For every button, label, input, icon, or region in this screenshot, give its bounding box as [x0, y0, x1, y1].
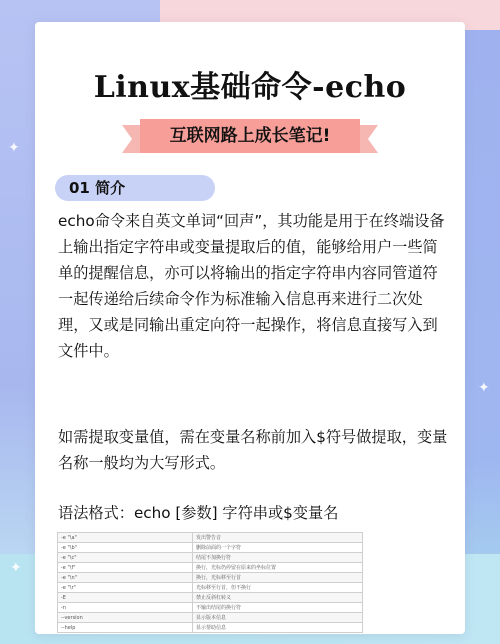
table-row [58, 613, 363, 623]
option-flag: -n [58, 603, 193, 613]
option-flag: -e "\b" [58, 543, 193, 553]
option-description: 禁止反斜杠转义 [193, 593, 363, 603]
note-card [35, 22, 465, 634]
sparkle-icon: ✦ [478, 380, 490, 396]
option-flag: -e "\c" [58, 553, 193, 563]
subtitle-ribbon: 互联网路上成长笔记! [140, 119, 360, 153]
option-flag: --help [58, 623, 193, 633]
option-description: 显示版本信息 [193, 613, 363, 623]
syntax-line: 语法格式：echo [参数] 字符串或$变量名 [58, 504, 339, 522]
variable-paragraph: 如需提取变量值，需在变量名称前加入$符号做提取，变量名称一般均为大写形式。 [58, 428, 448, 472]
option-flag: -e "\a" [58, 533, 193, 543]
table-row [58, 583, 363, 593]
option-description: 换行，光标移至行首 [193, 573, 363, 583]
option-flag: -E [58, 593, 193, 603]
sparkle-icon: ✦ [8, 140, 20, 156]
option-flag: --version [58, 613, 193, 623]
page-title: Linux基础命令-echo [93, 70, 407, 105]
table-row [58, 553, 363, 563]
option-description: 发出警告音 [193, 533, 363, 543]
table-row [58, 573, 363, 583]
option-description: 删除前面的一个字符 [193, 543, 363, 553]
option-flag: -e "\r" [58, 583, 193, 593]
table-row [58, 593, 363, 603]
option-description: 光标移至行首，但不换行 [193, 583, 363, 593]
option-description: 不输出结尾的换行符 [193, 603, 363, 613]
table-row [58, 563, 363, 573]
table-row [58, 533, 363, 543]
sparkle-icon: ✦ [10, 560, 22, 576]
intro-paragraph: echo命令来自英文单词“回声”，其功能是用于在终端设备上输出指定字符串或变量提取后的值，能够给用户一些简单的提醒信息，亦可以将输出的指定字符串内容同管道符一起传递给后续命令作为标准输入信息再来进行二次处理，又或是同输出重定向符一起操作，将信息直接写入到文件中。 [58, 212, 445, 360]
table-row [58, 603, 363, 613]
option-description: 结尾不加换行符 [193, 553, 363, 563]
table-row [58, 543, 363, 553]
option-flag: -e "\n" [58, 573, 193, 583]
option-description: 显示帮助信息 [193, 623, 363, 633]
option-description: 换行，光标仍停留在原来的坐标位置 [193, 563, 363, 573]
section-tag: 01 简介 [55, 175, 215, 201]
table-row [58, 623, 363, 633]
options-table [57, 532, 363, 633]
option-flag: -e "\f" [58, 563, 193, 573]
